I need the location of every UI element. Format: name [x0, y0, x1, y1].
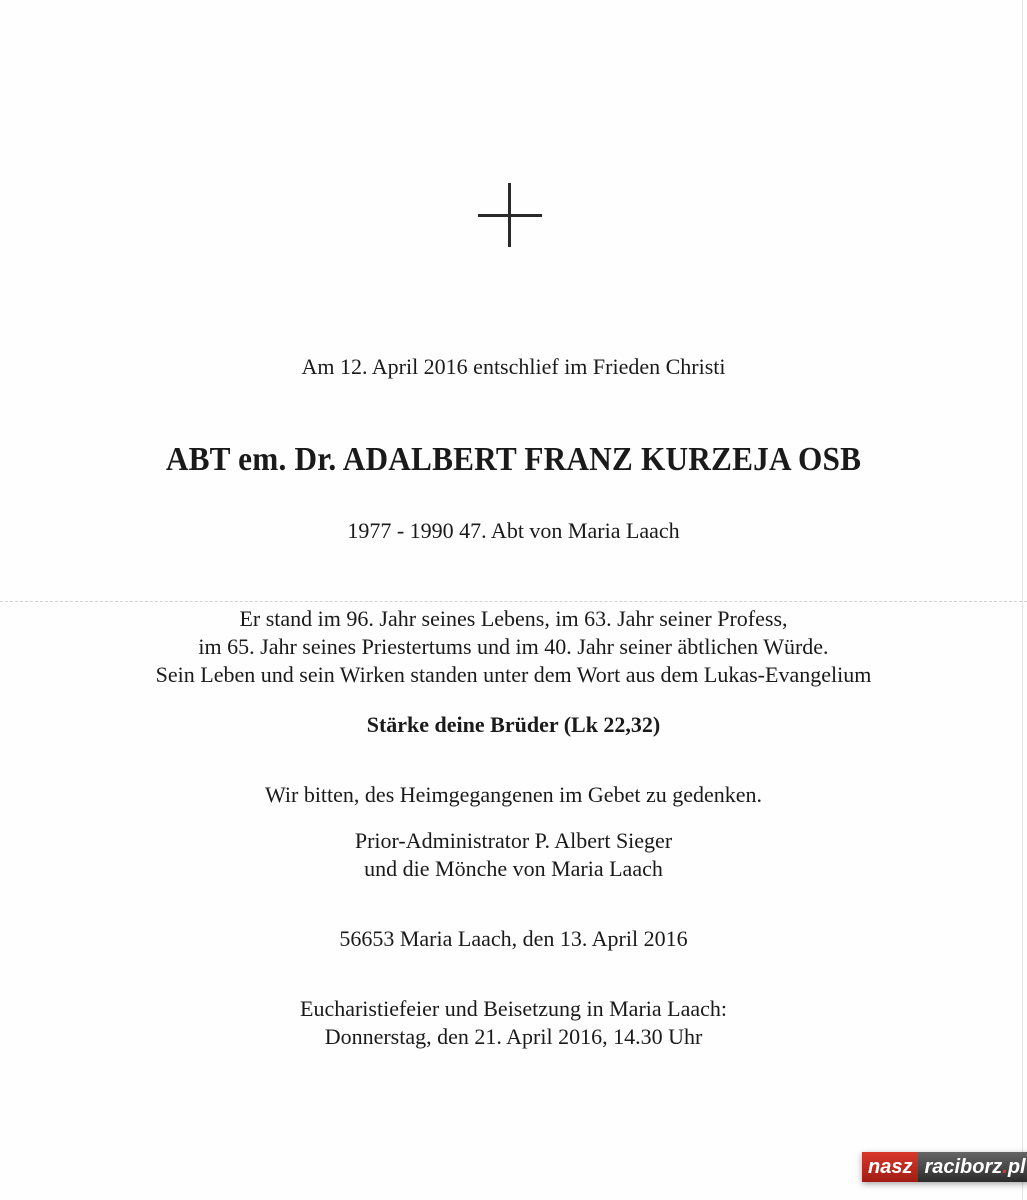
place-date: 56653 Maria Laach, den 13. April 2016 [339, 926, 688, 951]
biography-line-1: Er stand im 96. Jahr seines Lebens, im 63. Jahr seiner Profess, [239, 606, 788, 631]
logo-dot: . [1002, 1156, 1008, 1178]
logo-part-nasz: nasz [862, 1152, 918, 1182]
fold-line [0, 601, 1027, 602]
signature-line-2: und die Mönche von Maria Laach [364, 856, 663, 881]
prayer-request: Wir bitten, des Heimgegangenen im Gebet zu gedenken. [265, 782, 762, 807]
signature-line-1: Prior-Administrator P. Albert Sieger [354, 828, 673, 853]
funeral-line-1: Eucharistiefeier und Beisetzung in Maria Laach: [300, 996, 727, 1021]
bible-quote: Stärke deine Brüder (Lk 22,32) [366, 712, 661, 737]
logo-domain-name: raciborz [924, 1156, 1003, 1178]
watermark-logo [862, 1152, 1027, 1182]
biography-line-3: Sein Leben und sein Wirken standen unter dem Wort aus dem Lukas-Evangelium [155, 662, 872, 687]
funeral-line-2: Donnerstag, den 21. April 2016, 14.30 Uhr [324, 1024, 703, 1049]
tenure-line: 1977 - 1990 47. Abt von Maria Laach [347, 518, 680, 543]
deceased-name: ABT em. Dr. ADALBERT FRANZ KURZEJA OSB [165, 441, 862, 478]
intro-line: Am 12. April 2016 entschlief im Frieden Christi [301, 354, 726, 379]
logo-part-domain [918, 1152, 1027, 1182]
logo-tld: pl [1007, 1156, 1026, 1178]
biography-line-2: im 65. Jahr seines Priestertums und im 40. Jahr seiner äbtlichen Würde. [198, 634, 829, 659]
cross-icon [478, 183, 542, 247]
